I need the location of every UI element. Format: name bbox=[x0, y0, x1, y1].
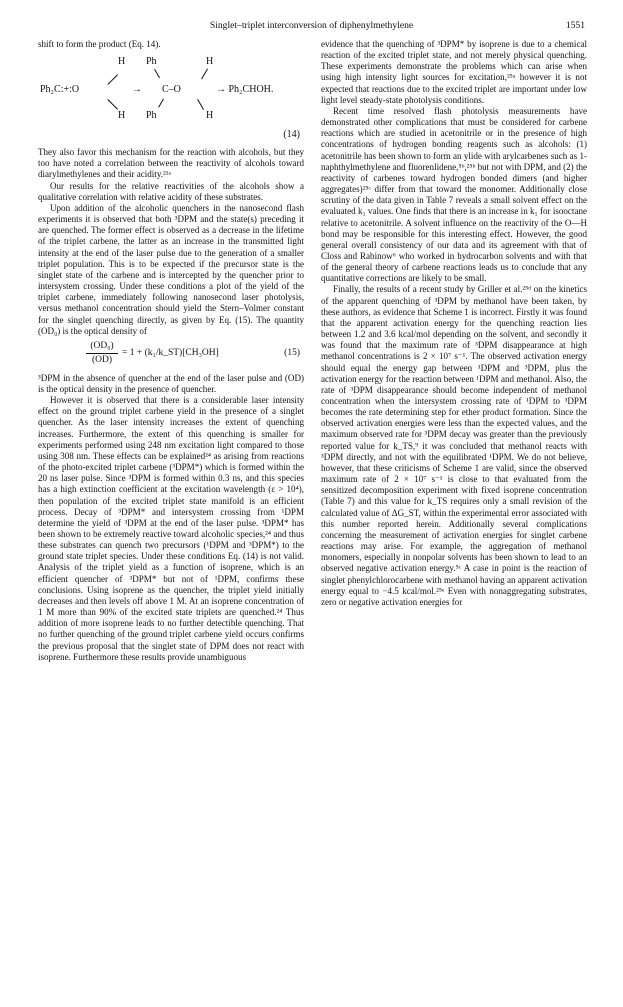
equation-15 bbox=[38, 340, 304, 370]
equation-15-numerator: (OD₀) bbox=[86, 341, 118, 354]
scheme-bond bbox=[158, 99, 164, 108]
scheme-product: → Ph₂CHOH. bbox=[216, 84, 274, 96]
equation-14-scheme bbox=[38, 53, 304, 145]
scheme-bond bbox=[107, 74, 118, 85]
right-column bbox=[321, 39, 587, 608]
scheme-ph-top: Ph bbox=[146, 56, 157, 68]
scheme-bond bbox=[107, 99, 118, 110]
equation-number-14: (14) bbox=[283, 129, 300, 141]
paragraph: ³DPM in the absence of quencher at the end of the laser pulse and (OD) is the optical density in the presence of quencher. bbox=[38, 372, 304, 394]
running-header bbox=[38, 20, 585, 34]
equation-15-fraction bbox=[86, 341, 118, 366]
scheme-h-top-right: H bbox=[206, 56, 214, 68]
scheme-bond bbox=[197, 99, 204, 110]
page-number: 1551 bbox=[565, 20, 585, 31]
scheme-lhs: Ph₂C:+:O bbox=[40, 84, 80, 96]
paragraph: evidence that the quenching of ³DPM* by isoprene is due to a chemical reaction of the excited triplet state, and not merely physical quenching. These experiments demonstrate the problems which can arise when using high intensity light sources for excitation,²⁵ᵃ however it is not expected that reactions due to the excited triplet are important under low light level steady-state photolysis conditions. bbox=[321, 39, 587, 105]
paragraph: Recent time resolved flash photolysis measurements have demonstrated other complications that must be considered for carbene reactions which are studied in acetonitrile or in the presence of high concentrations of hydrogen bonding reagents such as alcohols: (1) acetonitrile has been shown to form an ylide with arylcarbenes such as 1-naphthylmethylene and fluorenlidene,⁵ᵇ,²⁵ᵇ but not with DPM, and (2) the reactivity of carbenes toward hydrogen bonded dimers (and higher aggregates)²⁵ᶜ differ from that toward the monomer. Additionally close scrutiny of the data given in Table 7 reveals a small solvent effect on the evaluated k₁ values. One finds that there is an increase in k₁ for isooctane relative to acetonitrile. A solvent influence on the reactivity of the O—H bond may be responsible for this interesting effect. However, the good general overall consistency of our data and its agreement with that of Closs and Rabinow⁶ who worked in hydrocarbon solvents and with that of the general theory of carbene reactions leads us to conclude that any quantitative corrections are likely to be small. bbox=[321, 105, 587, 284]
equation-number-15: (15) bbox=[284, 347, 300, 358]
equation-15-denominator: (OD) bbox=[91, 354, 113, 365]
scheme-h-top-left: H bbox=[118, 56, 126, 68]
paragraph: They also favor this mechanism for the reaction with alcohols, but they too have noted a correlation between the reactivity of alcohols toward diarylmethylenes and their acidity.²¹ᵃ bbox=[38, 147, 304, 180]
scheme-ph-bottom: Ph bbox=[146, 110, 157, 122]
equation-15-rhs: = 1 + (k₁/k_ST)[CH₃OH] bbox=[122, 347, 219, 358]
scheme-center: C–O bbox=[162, 84, 181, 96]
scheme-arrow-1: → bbox=[132, 84, 142, 96]
scheme-h-bottom-left: H bbox=[118, 110, 126, 122]
running-title: Singlet–triplet interconversion of diphenylmethylene bbox=[209, 20, 414, 31]
paragraph: Our results for the relative reactivities of the alcohols show a qualitative correlation with relative acidity of these substrates. bbox=[38, 180, 304, 202]
paragraph: However it is observed that there is a considerable laser intensity effect on the ground triplet carbene yield in the presence of a singlet quencher. As the laser intensity increases the extent of quenching increases. Furthermore, the extent of this quenching is smaller for experiments performed using 248 nm excitation light compared to those using 308 nm. These effects can be explained²⁴ as arising from reactions of the photo-excited triplet carbene (³DPM*) which is formed within the 20 ns laser pulse. Since ³DPM is formed within 0.3 ns, and this species has a high extinction coefficient at the excitation wavelength (ε > 10⁴), then population of the excited triplet state manifold is an efficient process. Decay of ³DPM* and intersystem crossing from ¹DPM determine the yield of ³DPM at the end of the laser pulse. ³DPM* has been shown to be extremely reactive toward alcoholic species,²⁴ and thus these substrates can quench two precursors (¹DPM and ³DPM*) to the ground state triplet species. Under these conditions Eq. (14) is not valid. Analysis of the triplet yield as a function of isoprene, which is an efficient quencher of ³DPM* but not of ¹DPM, confirms these conclusions. Using isoprene as the quencher, the triplet yield initially decreases and then levels off above 1 M. At an isoprene concentration of 1 M more than 90% of the excited state triplets are quenched.²⁴ Thus addition of more isoprene leads to no further detectible quenching. That no further quenching of the ground triplet carbene yield occurs confirms the previous proposal that the singlet state of DPM does not react with isoprene. Furthermore these results provide unambiguous bbox=[38, 395, 304, 662]
left-column bbox=[38, 39, 304, 663]
paragraph: Upon addition of the alcoholic quenchers in the nanosecond flash experiments it is observed that both ³DPM and the state(s) preceding it are quenched. The former effect is observed as a decrease in the lifetime of the triplet carbene, the latter as an increase in the transmitted light intensity at the end of the laser pulse due to the generation of a smaller triplet population. This is to be expected if the precursor state is the singlet state of the carbene and is intercepted by the quencher prior to intersystem crossing. Under these conditions a plot of the yield of the triplet carbene, immediately following nanosecond laser photolysis, versus methanol concentration should yield the Stern–Volmer constant for the singlet quenching directly, as given by Eq. (15). The quantity (OD₀) is the optical density of bbox=[38, 202, 304, 336]
scheme-h-bottom-right: H bbox=[206, 110, 214, 122]
paragraph-intro: shift to form the product (Eq. 14). bbox=[38, 39, 161, 49]
paragraph: Finally, the results of a recent study by Griller et al.²⁵ᵈ on the kinetics of the apparent quenching of ³DPM by methanol have been taken, by these authors, as evidence that Scheme 1 is incorrect. Firstly it was found that the apparent activation energy for the quenching reaction lies between 1.2 and 3.6 kcal/mol depending on the solvent, and secondly it was found that the maximum rate of ³DPM disappearance at high methanol concentrations is 2 × 10⁷ s⁻¹. The observed activation energy should equal the energy gap between ¹DPM and ³DPM, plus the activation energy for the reaction between ¹DPM and methanol. Also, the rate of ³DPM disappearance should become independent of methanol concentration when the intersystem crossing rate of ¹DPM to ³DPM becomes the rate determining step for ether product formation. Since the observed activation energies were less than the expected values, and the maximum observed rate for ³DPM decay was greater than the previously reported value for k_TS,⁹ it was concluded that methanol reacts with ³DPM directly, and not with the equilibrated ¹DPM. We do not believe, however, that these criticisms of Scheme 1 are valid, since the observed maximum rate of 2 × 10⁷ s⁻¹ is close to that evaluated from the sensitized decomposition experiment with fixed isoprene concentration (Table 7) and this value for k_TS requires only a small revision of the calculated value of ΔG_ST, within the experimental error associated with this number reported herein. Additionally several complications concerning the measurement of activation energies for singlet carbene reactions may arise. For example, the aggregation of methanol monomers, especially in nonpolar solvents has been shown to lead to an observed negative activation energy.⁵ᶜ A case in point is the reaction of singlet phenylchlorocarbene with methanol having an apparent activation energy equal to −4.5 kcal/mol.²⁵ᵉ Even with nonaggregating substrates, zero or negative activation energies for bbox=[321, 284, 587, 607]
scheme-bond bbox=[154, 69, 160, 78]
scheme-bond bbox=[201, 69, 208, 80]
